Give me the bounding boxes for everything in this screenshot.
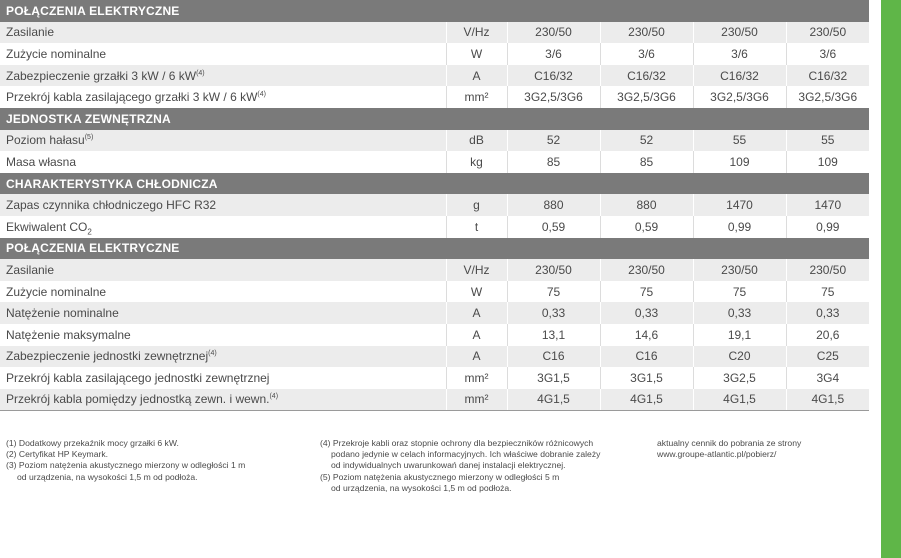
table-row: [0, 22, 869, 44]
row-value: C16/32: [507, 65, 600, 87]
row-value: 20,6: [786, 324, 869, 346]
table-row: [0, 302, 869, 324]
row-label: [0, 22, 446, 44]
row-label: [0, 216, 446, 238]
table-row: [0, 130, 869, 152]
row-value: 0,33: [693, 302, 786, 324]
row-label: [0, 130, 446, 152]
row-value: 3G4: [786, 367, 869, 389]
footnote-ref: (4): [257, 91, 266, 99]
row-value: 0,33: [507, 302, 600, 324]
table-row: [0, 216, 869, 238]
footnotes-column-1: [6, 438, 245, 483]
table-row: [0, 281, 869, 303]
row-value: 1470: [786, 194, 869, 216]
brand-side-bar: [881, 0, 901, 558]
row-label-text: Masa własna: [6, 154, 77, 169]
row-value: 0,33: [786, 302, 869, 324]
row-value: 109: [786, 151, 869, 173]
row-value: 230/50: [693, 22, 786, 44]
footnote-4: (4) Przekroje kabli oraz stopnie ochrony dla bezpieczników różnicowych: [320, 438, 594, 448]
row-value: 75: [600, 281, 693, 303]
row-label: [0, 324, 446, 346]
table-row: [0, 151, 869, 173]
table-row: [0, 86, 869, 108]
footnote-4-cont-2: od indywidualnych uwarunkowań danej instalacji elektrycznej.: [331, 460, 566, 471]
footnote-2: (2) Certyfikat HP Keymark.: [6, 449, 109, 460]
row-value: 3/6: [600, 43, 693, 65]
row-label: [0, 302, 446, 324]
row-label: [0, 389, 446, 411]
row-value: 4G1,5: [693, 389, 786, 411]
row-label-text: Zużycie nominalne: [6, 46, 107, 61]
row-value: 19,1: [693, 324, 786, 346]
row-label: [0, 281, 446, 303]
row-value: 85: [600, 151, 693, 173]
row-label-text: Zasilanie: [6, 25, 55, 40]
row-label-text: Natężenie maksymalne: [6, 327, 131, 342]
row-value: 880: [600, 194, 693, 216]
row-label: [0, 346, 446, 368]
row-label-text: Przekrój kabla zasilającego grzałki 3 kW / 6 kW: [6, 90, 258, 105]
section-header: [0, 0, 869, 22]
row-value: 1470: [693, 194, 786, 216]
row-label: [0, 194, 446, 216]
section-title: CHARAKTERYSTYKA CHŁODNICZA: [0, 173, 869, 195]
row-value: 230/50: [786, 22, 869, 44]
row-value: C25: [786, 346, 869, 368]
row-label-text: Zasilanie: [6, 262, 55, 277]
table-row: [0, 65, 869, 87]
row-unit: W: [446, 43, 507, 65]
row-unit: mm²: [446, 367, 507, 389]
row-label-text: Zabezpieczenie jednostki zewnętrznej: [6, 349, 209, 364]
price-list-url: www.groupe-atlantic.pl/pobierz/: [657, 449, 777, 460]
row-unit: A: [446, 346, 507, 368]
row-value: 55: [786, 130, 869, 152]
price-list-note: [657, 438, 801, 460]
row-value: 0,59: [600, 216, 693, 238]
row-value: 3/6: [507, 43, 600, 65]
row-value: 75: [786, 281, 869, 303]
footnote-5: (5) Poziom natężenia akustycznego mierzony w odległości 5 m: [320, 471, 560, 482]
footnote-ref: (4): [196, 69, 205, 77]
table-row: [0, 194, 869, 216]
row-value: 4G1,5: [507, 389, 600, 411]
table-row: [0, 43, 869, 65]
section-header: [0, 108, 869, 130]
row-label: [0, 259, 446, 281]
table-row: [0, 346, 869, 368]
row-unit: mm²: [446, 86, 507, 108]
row-label-text: Zabezpieczenie grzałki 3 kW / 6 kW: [6, 68, 197, 83]
footnote-4-cont-1: podano jedynie w celach informacyjnych. Ich właściwe dobranie zależy: [331, 449, 601, 460]
row-value: 3G1,5: [507, 367, 600, 389]
row-value: 3/6: [693, 43, 786, 65]
row-label-text: Poziom hałasu: [6, 133, 85, 148]
footnote-3: (3) Poziom natężenia akustycznego mierzony w odległości 1 m: [6, 460, 246, 471]
row-value: 0,33: [600, 302, 693, 324]
row-value: 230/50: [600, 22, 693, 44]
row-unit: A: [446, 302, 507, 324]
footnote-ref: (4): [208, 350, 217, 358]
label-subscript: 2: [87, 227, 92, 237]
row-value: 4G1,5: [786, 389, 869, 411]
row-label-text: Zapas czynnika chłodniczego HFC R32: [6, 198, 217, 213]
table-row: [0, 324, 869, 346]
row-value: C16: [507, 346, 600, 368]
row-label-text: Natężenie nominalne: [6, 306, 119, 321]
footnote-ref: (5): [84, 134, 94, 142]
row-value: 85: [507, 151, 600, 173]
row-unit: A: [446, 65, 507, 87]
section-title: JEDNOSTKA ZEWNĘTRZNA: [0, 108, 869, 130]
row-value: 230/50: [507, 259, 600, 281]
row-value: 3G2,5/3G6: [507, 86, 600, 108]
row-label-text: Zużycie nominalne: [6, 284, 107, 299]
row-unit: t: [446, 216, 507, 238]
footnote-ref: (4): [269, 393, 279, 401]
row-label: [0, 43, 446, 65]
row-label-text: Przekrój kabla pomiędzy jednostką zewn. i wewn.: [6, 392, 270, 407]
row-value: 3/6: [786, 43, 869, 65]
row-value: 75: [693, 281, 786, 303]
row-value: 0,59: [507, 216, 600, 238]
row-label-text: Przekrój kabla zasilającego jednostki zewnętrznej: [6, 370, 270, 385]
row-value: 230/50: [507, 22, 600, 44]
row-value: C16/32: [693, 65, 786, 87]
row-label: [0, 367, 446, 389]
section-header: [0, 173, 869, 195]
row-value: 0,99: [693, 216, 786, 238]
row-label: [0, 151, 446, 173]
table-row: [0, 367, 869, 389]
row-value: 4G1,5: [600, 389, 693, 411]
row-value: 13,1: [507, 324, 600, 346]
table-row: [0, 389, 869, 411]
row-value: 880: [507, 194, 600, 216]
row-value: 75: [507, 281, 600, 303]
section-header: [0, 238, 869, 260]
row-value: 14,6: [600, 324, 693, 346]
row-value: 3G2,5/3G6: [693, 86, 786, 108]
footnote-3-cont: od urządzenia, na wysokości 1,5 m od podłoża.: [17, 471, 198, 482]
row-value: 0,99: [786, 216, 869, 238]
row-value: C16/32: [786, 65, 869, 87]
footnote-5-cont: od urządzenia, na wysokości 1,5 m od podłoża.: [331, 482, 512, 493]
row-unit: V/Hz: [446, 22, 507, 44]
section-title: POŁĄCZENIA ELEKTRYCZNE: [0, 0, 869, 22]
footnotes-column-2: [320, 438, 600, 494]
row-label: [0, 65, 446, 87]
table-row: [0, 259, 869, 281]
row-unit: mm²: [446, 389, 507, 411]
row-unit: A: [446, 324, 507, 346]
price-list-text: aktualny cennik do pobrania ze strony: [657, 438, 802, 448]
row-value: 55: [693, 130, 786, 152]
row-value: 52: [507, 130, 600, 152]
row-unit: kg: [446, 151, 507, 173]
row-label: [0, 86, 446, 108]
section-title: POŁĄCZENIA ELEKTRYCZNE: [0, 238, 869, 260]
row-unit: V/Hz: [446, 259, 507, 281]
row-value: 3G2,5/3G6: [600, 86, 693, 108]
row-value: C16: [600, 346, 693, 368]
row-value: 230/50: [786, 259, 869, 281]
row-value: 230/50: [693, 259, 786, 281]
row-value: 3G2,5/3G6: [786, 86, 869, 108]
footnote-1: (1) Dodatkowy przekaźnik mocy grzałki 6 kW.: [6, 438, 179, 448]
row-value: 109: [693, 151, 786, 173]
row-value: C16/32: [600, 65, 693, 87]
row-value: 3G2,5: [693, 367, 786, 389]
row-value: 3G1,5: [600, 367, 693, 389]
row-unit: W: [446, 281, 507, 303]
row-value: C20: [693, 346, 786, 368]
row-unit: g: [446, 194, 507, 216]
row-unit: dB: [446, 130, 507, 152]
row-value: 230/50: [600, 259, 693, 281]
row-label-text: Ekwiwalent CO: [6, 219, 88, 234]
row-value: 52: [600, 130, 693, 152]
